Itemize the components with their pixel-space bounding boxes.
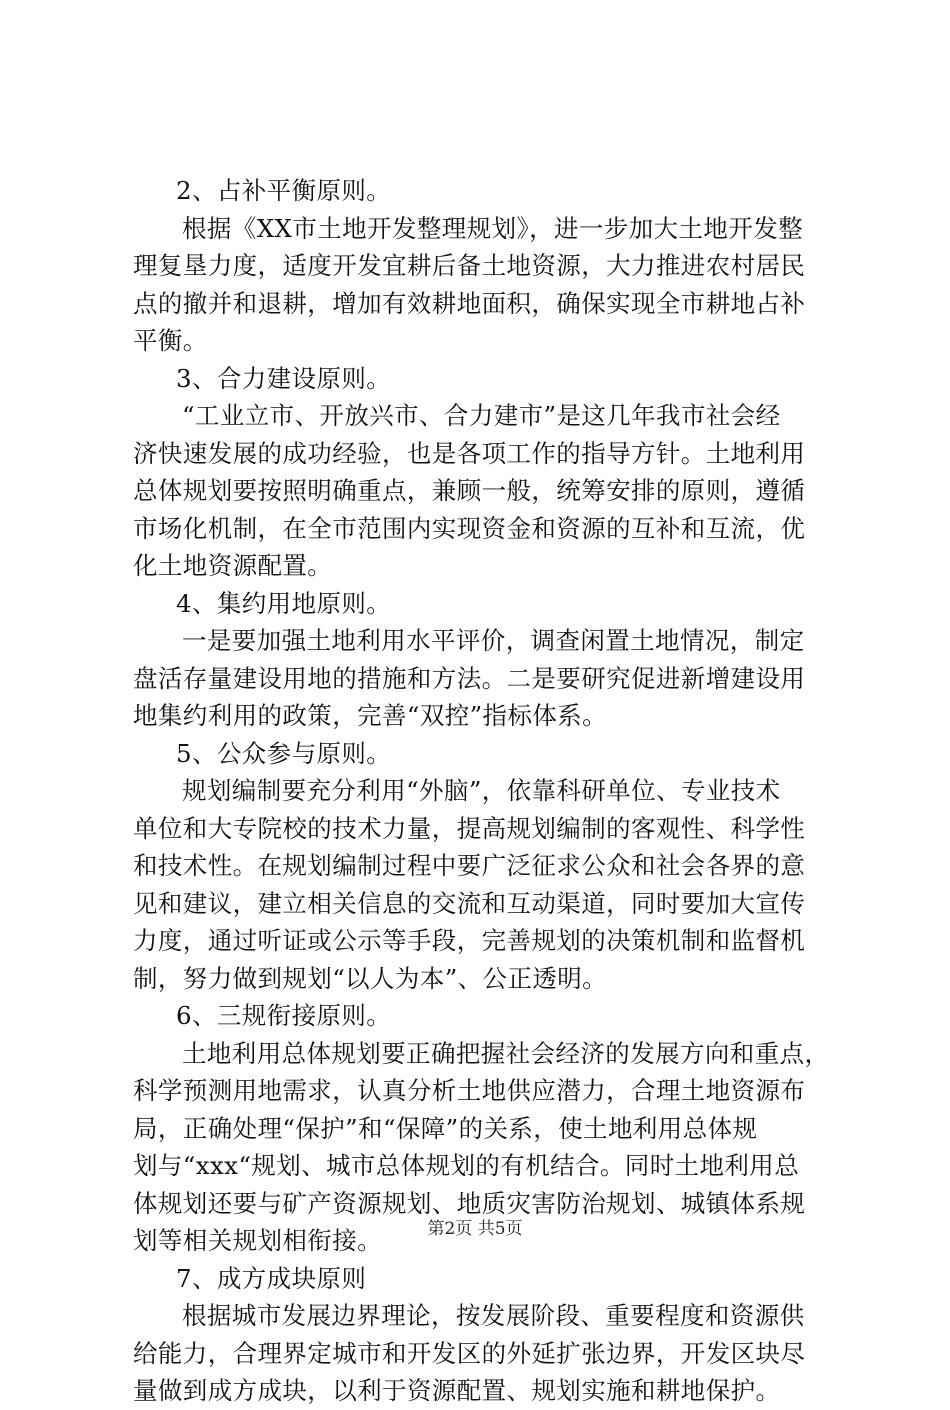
section-heading: 2、占补平衡原则。	[176, 176, 392, 205]
paragraph-line: 量做到成方成块，以利于资源配置、规划实施和耕地保护。	[133, 1376, 781, 1405]
section-heading: 3、合力建设原则。	[176, 363, 392, 393]
paragraph-line: 化土地资源配置。	[133, 551, 333, 580]
paragraph-line: 济快速发展的成功经验，也是各项工作的指导方针。土地利用	[133, 438, 806, 468]
page-number-footer: 第2页 共5页	[427, 1219, 523, 1239]
paragraph-line: 见和建议，建立相关信息的交流和互动渠道，同时要加大宣传	[133, 888, 806, 918]
paragraph-line: 给能力，合理界定城市和开发区的外延扩张边界，开发区块尽	[133, 1338, 806, 1368]
paragraph-line: 一是要加强土地利用水平评价，调查闲置土地情况，制定	[182, 626, 805, 655]
paragraph-line: 和技术性。在规划编制过程中要广泛征求公众和社会各界的意	[133, 851, 806, 880]
paragraph-line: 体规划还要与矿产资源规划、地质灾害防治规划、城镇体系规	[133, 1188, 806, 1218]
paragraph-line: 根据城市发展边界理论，按发展阶段、重要程度和资源供	[182, 1301, 805, 1330]
section-heading: 6、三规衔接原则。	[176, 1001, 392, 1030]
paragraph-line: 市场化机制，在全市范围内实现资金和资源的互补和互流，优	[133, 513, 806, 543]
paragraph-line: 根据《XX市土地开发整理规划》，进一步加大土地开发整	[182, 213, 804, 243]
section-heading: 5、公众参与原则。	[176, 738, 392, 768]
section-heading: 7、成方成块原则	[176, 1263, 367, 1293]
paragraph-line: 盘活存量建设用地的措施和方法。二是要研究促进新增建设用	[133, 663, 806, 693]
paragraph-line: 平衡。	[133, 326, 208, 355]
paragraph-line: 土地利用总体规划要正确把握社会经济的发展方向和重点，	[182, 1038, 830, 1068]
paragraph-line: 总体规划要按照明确重点，兼顾一般，统筹安排的原则，遵循	[133, 476, 806, 505]
paragraph-line: 划与“xxx“规划、城市总体规划的有机结合。同时土地利用总	[133, 1151, 800, 1180]
paragraph-line: 地集约利用的政策，完善“双控”指标体系。	[133, 701, 608, 730]
section-heading: 4、集约用地原则。	[176, 588, 392, 618]
paragraph-line: 制，努力做到规划“以人为本”、公正透明。	[133, 963, 608, 993]
paragraph-line: “工业立市、开放兴市、合力建市”是这几年我市社会经	[182, 401, 781, 430]
paragraph-line: 局，正确处理“保护”和“保障”的关系，使土地利用总体规	[133, 1113, 758, 1143]
paragraph-line: 点的撤并和退耕，增加有效耕地面积，确保实现全市耕地占补	[133, 288, 806, 318]
paragraph-line: 力度，通过听证或公示等手段，完善规划的决策机制和监督机	[133, 926, 806, 955]
paragraph-line: 划等相关规划相衔接。	[133, 1226, 382, 1255]
paragraph-line: 规划编制要充分利用“外脑”，依靠科研单位、专业技术	[182, 776, 781, 805]
paragraph-line: 单位和大专院校的技术力量，提高规划编制的客观性、科学性	[133, 813, 806, 843]
paragraph-line: 理复垦力度，适度开发宜耕后备土地资源，大力推进农村居民	[133, 251, 806, 280]
paragraph-line: 科学预测用地需求，认真分析土地供应潜力，合理土地资源布	[133, 1076, 806, 1105]
